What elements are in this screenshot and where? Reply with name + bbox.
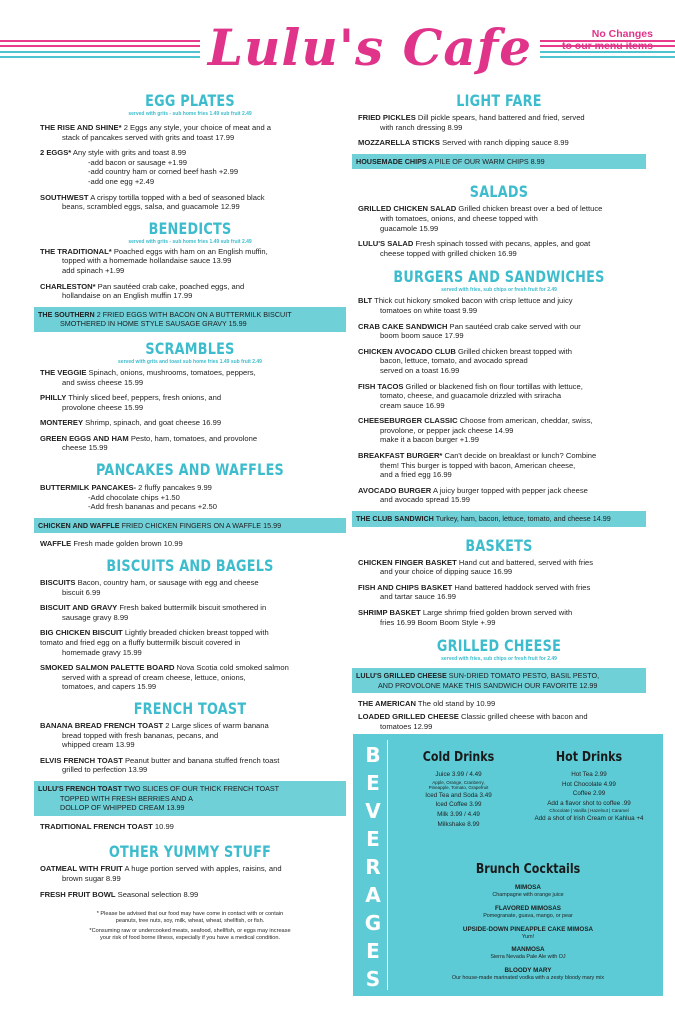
drink-line: Add a flavor shot to coffee .99 [547, 799, 631, 807]
item-desc: cheese topped with grilled chicken 16.99 [380, 248, 517, 258]
menu-item-fish-chips-basket [358, 583, 640, 602]
title-letter: A [365, 883, 381, 907]
menu-item-banana-bread [40, 721, 340, 750]
item-desc: Seasonal selection 8.99 [115, 889, 199, 899]
featured-southern [34, 307, 346, 332]
cocktail-name: FLAVORED MIMOSAS [494, 904, 561, 912]
item-desc: TOPPED WITH FRESH BERRIES AND A [60, 793, 193, 803]
item-desc: A PILE OF OUR WARM CHIPS 8.99 [426, 156, 545, 166]
scrambles-sub: served with grits and toast sub home fries 1.49 sub fruit 2.49 [118, 358, 262, 365]
drink-line: Juice 3.99 / 4.49 [435, 771, 482, 778]
cocktail-desc: Champagne with orange juice [492, 892, 564, 898]
item-desc: Bacon, country ham, or sausage with egg and cheese [75, 578, 259, 588]
item-option: -Add chocolate chips +1.50 [88, 492, 180, 502]
item-name: THE AMERICAN [358, 699, 416, 709]
menu-item-green-eggs [40, 434, 340, 453]
burgers-sub: served with fries, sub chips or fresh fruit for 2.49 [441, 287, 557, 294]
item-desc: Classic grilled cheese with bacon and [458, 711, 588, 721]
menu-item-veggie [40, 368, 340, 387]
scrambles-title: SCRAMBLES [145, 338, 235, 358]
drink-note: Pineapple, Tomato, Grapefruit [428, 785, 489, 791]
featured-lulus-french-toast [34, 781, 346, 816]
item-name: CHEESEBURGER CLASSIC [358, 416, 458, 426]
item-name: THE RISE AND SHINE* [40, 123, 122, 132]
cocktail-desc: Our house-made marinated vodka with a zesty bloody mary mix [451, 975, 605, 982]
item-name: BLT [358, 296, 373, 306]
light-fare-title: LIGHT FARE [456, 91, 542, 110]
item-name: SOUTHWEST [40, 192, 89, 202]
item-name: PHILLY [40, 393, 67, 403]
item-desc: tomatoes on white toast 9.99 [380, 305, 478, 315]
item-desc: Choose from american, cheddar, swiss, [457, 416, 593, 426]
drink-line: Iced Tea and Soda 3.49 [425, 791, 492, 799]
egg-plates-sub: served with grits - sub home fries 1.49 sub fruit 2.49 [128, 111, 252, 117]
title-letter: E [366, 939, 380, 963]
item-desc: 2 Eggs any style, your choice of meat and a [121, 123, 272, 132]
item-desc: provolone cheese 15.99 [62, 402, 144, 412]
item-desc: topped with a homemade hollandaise sauce 13.99 [62, 256, 232, 266]
item-desc: served on a toast 16.99 [380, 365, 460, 375]
menu-item-smoked-salmon [40, 663, 340, 692]
item-desc: The old stand by 10.99 [415, 699, 496, 709]
item-name: GRILLED CHICKEN SALAD [358, 204, 457, 214]
item-desc: SMOTHERED IN HOME STYLE SAUSAGE GRAVY 15.99 [60, 319, 247, 329]
item-desc: sausage gravy 8.99 [62, 612, 129, 622]
salads-title: SALADS [469, 182, 529, 202]
item-name: LULU'S FRENCH TOAST [38, 783, 122, 793]
item-name: LULU'S GRILLED CHEESE [356, 671, 447, 681]
menu-item-elvis [40, 756, 340, 775]
title-letter: E [366, 771, 380, 795]
menu-item-loaded-grilled-cheese [358, 712, 640, 731]
benedicts-title: BENEDICTS [148, 218, 232, 238]
allergy-footnote [40, 911, 340, 942]
cocktail-name: MANMOSA [511, 946, 545, 954]
menu-item-traditional-french-toast [40, 822, 340, 832]
menu-item-the-american [358, 699, 640, 709]
item-desc: and avocado spread 15.99 [380, 495, 470, 505]
cafe-logo: Lulu's Cafe [200, 8, 540, 88]
pancakes-title: PANCAKES AND WAFFLES [95, 460, 285, 480]
drink-line: Hot Chocolate 4.99 [562, 780, 616, 788]
footnote-line: *Consuming raw or undercooked meats, seafood, shellfish, or eggs may increase [89, 928, 291, 935]
item-name: BREAKFAST BURGER* [358, 451, 443, 461]
item-desc: whipped cream 13.99 [62, 740, 135, 750]
item-name: CHICKEN FINGER BASKET [358, 557, 457, 567]
item-name: BIG CHICKEN BISCUIT [40, 628, 123, 638]
french-toast-title: FRENCH TOAST [133, 698, 247, 718]
item-name: FRESH FRUIT BOWL [40, 889, 116, 899]
benedicts-sub: served with grits - sub home fries 1.49 sub fruit 2.49 [128, 238, 252, 245]
drink-line: Iced Coffee 3.99 [435, 801, 482, 809]
item-name: BANANA BREAD FRENCH TOAST [40, 720, 164, 730]
menu-item-lulus-salad [358, 239, 640, 258]
cocktail-desc: Pomegranate, guava, mango, or pear [483, 912, 573, 919]
item-name: MONTEREY [40, 418, 84, 428]
item-desc: Fresh spinach tossed with pecans, apples, and goat [413, 239, 591, 249]
menu-item-biscuit-gravy [40, 603, 340, 622]
item-name: BUTTERMILK PANCAKES- [40, 483, 137, 493]
menu-item-chicken-avocado-club [358, 347, 640, 376]
item-desc: provolone, or pepper jack cheese 14.99 [380, 425, 514, 435]
item-name: MOZZARELLA STICKS [358, 138, 440, 148]
item-desc: DOLLOP OF WHIPPED CREAM 13.99 [60, 803, 185, 813]
left-column [40, 92, 340, 942]
item-desc: 2 Large slices of warm banana [163, 720, 269, 730]
item-name: THE CLUB SANDWICH [356, 514, 434, 524]
menu-item-fruit-bowl [40, 890, 340, 900]
footnote-line: peanuts, tree nuts, soy, milk, wheat, wheat, shellfish, or fish. [115, 918, 265, 925]
item-name: BISCUITS [40, 578, 76, 588]
item-desc: bread topped with fresh bananas, pecans, and [62, 730, 219, 740]
other-title: OTHER YUMMY STUFF [108, 842, 272, 862]
cold-drinks [401, 750, 516, 829]
item-desc: Lightly breaded chicken breast topped with [122, 628, 269, 638]
item-option: -Add fresh bananas and pecans +2.50 [88, 502, 217, 512]
featured-club-sandwich [352, 511, 646, 527]
item-desc: Spinach, onions, mushrooms, tomatoes, peppers, [86, 367, 256, 377]
item-desc: add spinach +1.99 [62, 265, 125, 275]
cocktail-desc: Yum! [521, 933, 535, 940]
item-desc: Pesto, ham, tomatoes, and provolone [128, 433, 258, 443]
burgers-title: BURGERS AND SANDWICHES [393, 267, 605, 287]
menu-item-charleston [40, 282, 340, 301]
menu-item-monterey [40, 418, 340, 428]
item-name: FISH TACOS [358, 381, 404, 391]
item-desc: Grilled or blackened fish on flour tortillas with lettuce, [403, 381, 583, 391]
item-desc: make it a bacon burger +1.99 [380, 435, 479, 445]
brunch-cocktails-title: Brunch Cocktails [475, 862, 581, 877]
menu-item-buttermilk-pancakes [40, 483, 340, 512]
menu-item-grilled-chicken-salad [358, 204, 640, 233]
item-desc: Shrimp, spinach, and goat cheese 16.99 [83, 418, 222, 428]
menu-item-oatmeal [40, 864, 340, 883]
item-desc: tomatoes 12.99 [380, 721, 433, 731]
item-desc: Can't decide on breakfast or lunch? Combine [442, 451, 597, 461]
baskets-title: BASKETS [465, 535, 533, 555]
menu-item-crab-cake [358, 322, 640, 341]
menu-item-blt [358, 296, 640, 315]
menu-item-biscuits [40, 578, 340, 597]
item-desc: and your choice of dipping sauce 16.99 [380, 567, 513, 577]
item-name: HOUSEMADE CHIPS [356, 156, 427, 166]
right-column [358, 92, 640, 731]
menu-item-avocado-burger [358, 486, 640, 505]
item-desc: with ranch dressing 8.99 [380, 122, 463, 132]
menu-item-shrimp-basket [358, 608, 640, 627]
item-desc: and tartar sauce 16.99 [380, 592, 456, 602]
item-desc: Hand battered haddock served with fries [452, 582, 591, 592]
title-letter: B [365, 743, 381, 767]
item-desc: Hand cut and battered, served with fries [456, 557, 594, 567]
menu-item-cheeseburger [358, 416, 640, 445]
featured-chicken-waffle [34, 518, 346, 534]
item-desc: A crispy tortilla topped with a bed of seasoned black [88, 192, 265, 202]
featured-housemade-chips [352, 154, 646, 170]
item-desc: and a fried egg 16.99 [380, 470, 452, 480]
grilled-cheese-title: GRILLED CHEESE [436, 636, 562, 656]
brunch-cocktails [397, 862, 659, 982]
item-option: -add bacon or sausage +1.99 [88, 157, 188, 167]
item-desc: 2 fluffy pancakes 9.99 [136, 483, 212, 493]
hot-drinks [520, 750, 658, 824]
item-name: FRIED PICKLES [358, 113, 416, 122]
item-desc: biscuit 6.99 [62, 587, 101, 597]
item-desc: Thinly sliced beef, peppers, fresh onions, and [66, 393, 222, 403]
cocktail-desc: Sierra Nevada Pale Ale with OJ [490, 954, 566, 961]
footnote-line: * Please be advised that our food may have come in contact with or contain [96, 911, 284, 918]
item-name: GREEN EGGS AND HAM [40, 433, 129, 443]
item-desc: TWO SLICES OF OUR THICK FRENCH TOAST [121, 783, 280, 793]
title-letter: E [366, 827, 380, 851]
menu-item-breakfast-burger [358, 451, 640, 480]
item-name: AVOCADO BURGER [358, 485, 432, 495]
menu-item-fried-pickles [358, 113, 640, 132]
hot-drinks-title: Hot Drinks [555, 750, 623, 765]
item-name: SHRIMP BASKET [358, 608, 421, 617]
item-desc: guacamole 15.99 [380, 223, 439, 233]
item-desc: tomato and fried egg on a fluffy buttermilk biscuit covered in [40, 638, 241, 647]
item-option: -add one egg +2.49 [88, 176, 155, 186]
item-desc: tomatoes, and capers 15.99 [62, 682, 157, 692]
grilled-cheese-sub: served with fries, sub chips or fresh fruit for 2.49 [441, 656, 557, 663]
item-desc: Pan sautéed crab cake, poached eggs, and [95, 281, 245, 291]
egg-plates-title: EGG PLATES [145, 91, 235, 110]
item-desc: boom boom sauce 17.99 [380, 331, 464, 341]
item-name: WAFFLE [40, 539, 72, 549]
item-desc: brown sugar 8.99 [62, 873, 121, 883]
cocktail-name: UPSIDE-DOWN PINEAPPLE CAKE MIMOSA [462, 925, 594, 933]
item-desc: Large shrimp fried golden brown served with [420, 608, 573, 617]
item-desc: A huge portion served with apples, raisins, and [122, 864, 282, 874]
title-letter: G [364, 911, 382, 935]
item-desc: Any style with grits and toast 8.99 [71, 148, 187, 158]
item-name: BISCUIT AND GRAVY [40, 603, 118, 613]
footnote-line: your risk of food borne illness, especially if you have a medical condition. [99, 935, 281, 942]
item-desc: cheese 15.99 [62, 443, 108, 453]
item-desc: cream sauce 16.99 [380, 400, 445, 410]
item-name: CHICKEN AND WAFFLE [38, 520, 120, 530]
item-desc: and swiss cheese 15.99 [62, 377, 144, 387]
notice-line-1: No Changes [591, 28, 653, 40]
menu-item-philly [40, 393, 340, 412]
item-desc: AND PROVOLONE MAKE THIS SANDWICH OUR FAVORITE 12.99 [378, 680, 598, 690]
drink-line: Add a shot of Irish Cream or Kahlua +4 [534, 814, 644, 822]
menu-item-southwest [40, 193, 340, 212]
item-desc: Fresh baked buttermilk biscuit smothered in [117, 603, 267, 613]
item-desc: Turkey, ham, bacon, lettuce, tomato, and cheese 14.99 [433, 514, 611, 524]
cold-drinks-title: Cold Drinks [422, 750, 495, 765]
featured-lulus-grilled-cheese [352, 668, 646, 693]
beverages-vertical-title [361, 742, 385, 992]
item-desc: 2 FRIED EGGS WITH BACON ON A BUTTERMILK BISCUIT [94, 309, 292, 319]
item-desc: Served with ranch dipping sauce 8.99 [439, 138, 569, 148]
drink-line: Hot Tea 2.99 [571, 771, 607, 778]
menu-item-big-chicken-biscuit [40, 628, 340, 657]
menu-item-chicken-finger-basket [358, 558, 640, 577]
item-desc: FRIED CHICKEN FINGERS ON A WAFFLE 15.99 [119, 520, 282, 530]
beverages-divider [387, 740, 388, 990]
menu-item-rise-and-shine [40, 123, 340, 142]
item-name: TRADITIONAL FRENCH TOAST [40, 821, 153, 831]
item-desc: Nova Scotia cold smoked salmon [174, 663, 289, 673]
item-desc: Fresh made golden brown 10.99 [71, 539, 183, 549]
item-desc: Thick cut hickory smoked bacon with crisp lettuce and juicy [372, 296, 573, 306]
menu-item-mozzarella [358, 138, 640, 148]
item-desc: fries 16.99 Boom Boom Style +.99 [380, 617, 496, 627]
item-desc: homemade gravy 15.99 [62, 647, 142, 657]
item-desc: bacon, lettuce, tomato, and avocado spread [380, 356, 528, 366]
title-letter: R [365, 855, 381, 879]
item-name: 2 EGGS* [40, 148, 72, 158]
item-name: CHARLESTON* [40, 281, 96, 291]
cocktail-name: MIMOSA [515, 884, 541, 891]
item-option: -add country ham or corned beef hash +2.99 [88, 167, 239, 177]
item-name: CHICKEN AVOCADO CLUB [358, 346, 456, 356]
item-desc: them! This burger is topped with bacon, American cheese, [380, 460, 576, 470]
no-changes-notice [562, 28, 653, 52]
drink-line: Milk 3.99 / 4.49 [437, 810, 480, 818]
item-name: THE TRADITIONAL* [40, 246, 112, 256]
item-name: SMOKED SALMON PALETTE BOARD [40, 663, 175, 673]
item-desc: Grilled chicken breast over a bed of lettuce [456, 204, 603, 214]
drink-note: Chocolate | Vanilla | Hazelnut | Caramel [549, 808, 629, 814]
item-name: CRAB CAKE SANDWICH [358, 321, 448, 331]
cocktail-name: BLOODY MARY [504, 967, 552, 975]
item-name: LOADED GRILLED CHEESE [358, 711, 459, 721]
item-desc: with tomatoes, onions, and cheese topped with [380, 213, 538, 223]
item-desc: hollandaise on an English muffin 17.99 [62, 291, 193, 301]
drink-note: Apple, Orange, Cranberry, [432, 779, 485, 785]
item-desc: Pan sautéed crab cake served with our [447, 321, 581, 331]
menu-item-traditional [40, 247, 340, 276]
drink-line: Milkshake 8.99 [437, 820, 480, 828]
item-name: ELVIS FRENCH TOAST [40, 755, 123, 765]
item-desc: A juicy burger topped with pepper jack cheese [431, 485, 588, 495]
item-desc: Poached eggs with ham on an English muffin, [111, 246, 268, 256]
item-desc: Peanut butter and banana stuffed french toast [122, 755, 280, 765]
item-desc: served with a spread of cream cheese, lettuce, onions, [62, 672, 246, 682]
beverages-panel [353, 734, 663, 996]
menu-item-fish-tacos [358, 382, 640, 411]
item-desc: 10.99 [152, 821, 174, 831]
menu-item-waffle [40, 539, 340, 549]
item-name: FISH AND CHIPS BASKET [358, 582, 453, 592]
item-desc: Grilled chicken breast topped with [455, 346, 572, 356]
title-letter: S [365, 967, 381, 991]
title-letter: V [365, 799, 381, 823]
item-name: LULU'S SALAD [358, 239, 414, 249]
item-name: OATMEAL WITH FRUIT [40, 864, 123, 874]
notice-line-2: to our menu items [561, 40, 653, 52]
item-desc: SUN-DRIED TOMATO PESTO, BASIL PESTO, [446, 671, 600, 681]
biscuits-title: BISCUITS AND BAGELS [106, 556, 274, 576]
item-desc: stack of pancakes served with grits and toast 17.99 [62, 132, 235, 142]
item-desc: Dill pickle spears, hand battered and fried, served [415, 113, 585, 122]
menu-item-2-eggs [40, 148, 340, 186]
item-name: THE VEGGIE [40, 367, 87, 377]
drink-line: Coffee 2.99 [572, 790, 606, 798]
item-desc: grilled to perfection 13.99 [62, 765, 148, 775]
item-name: THE SOUTHERN [38, 309, 95, 319]
item-desc: beans, scrambled eggs, salsa, and guacamole 12.99 [62, 202, 240, 212]
item-desc: tomato, cheese, and guacamole drizzled with sriracha [380, 391, 562, 401]
